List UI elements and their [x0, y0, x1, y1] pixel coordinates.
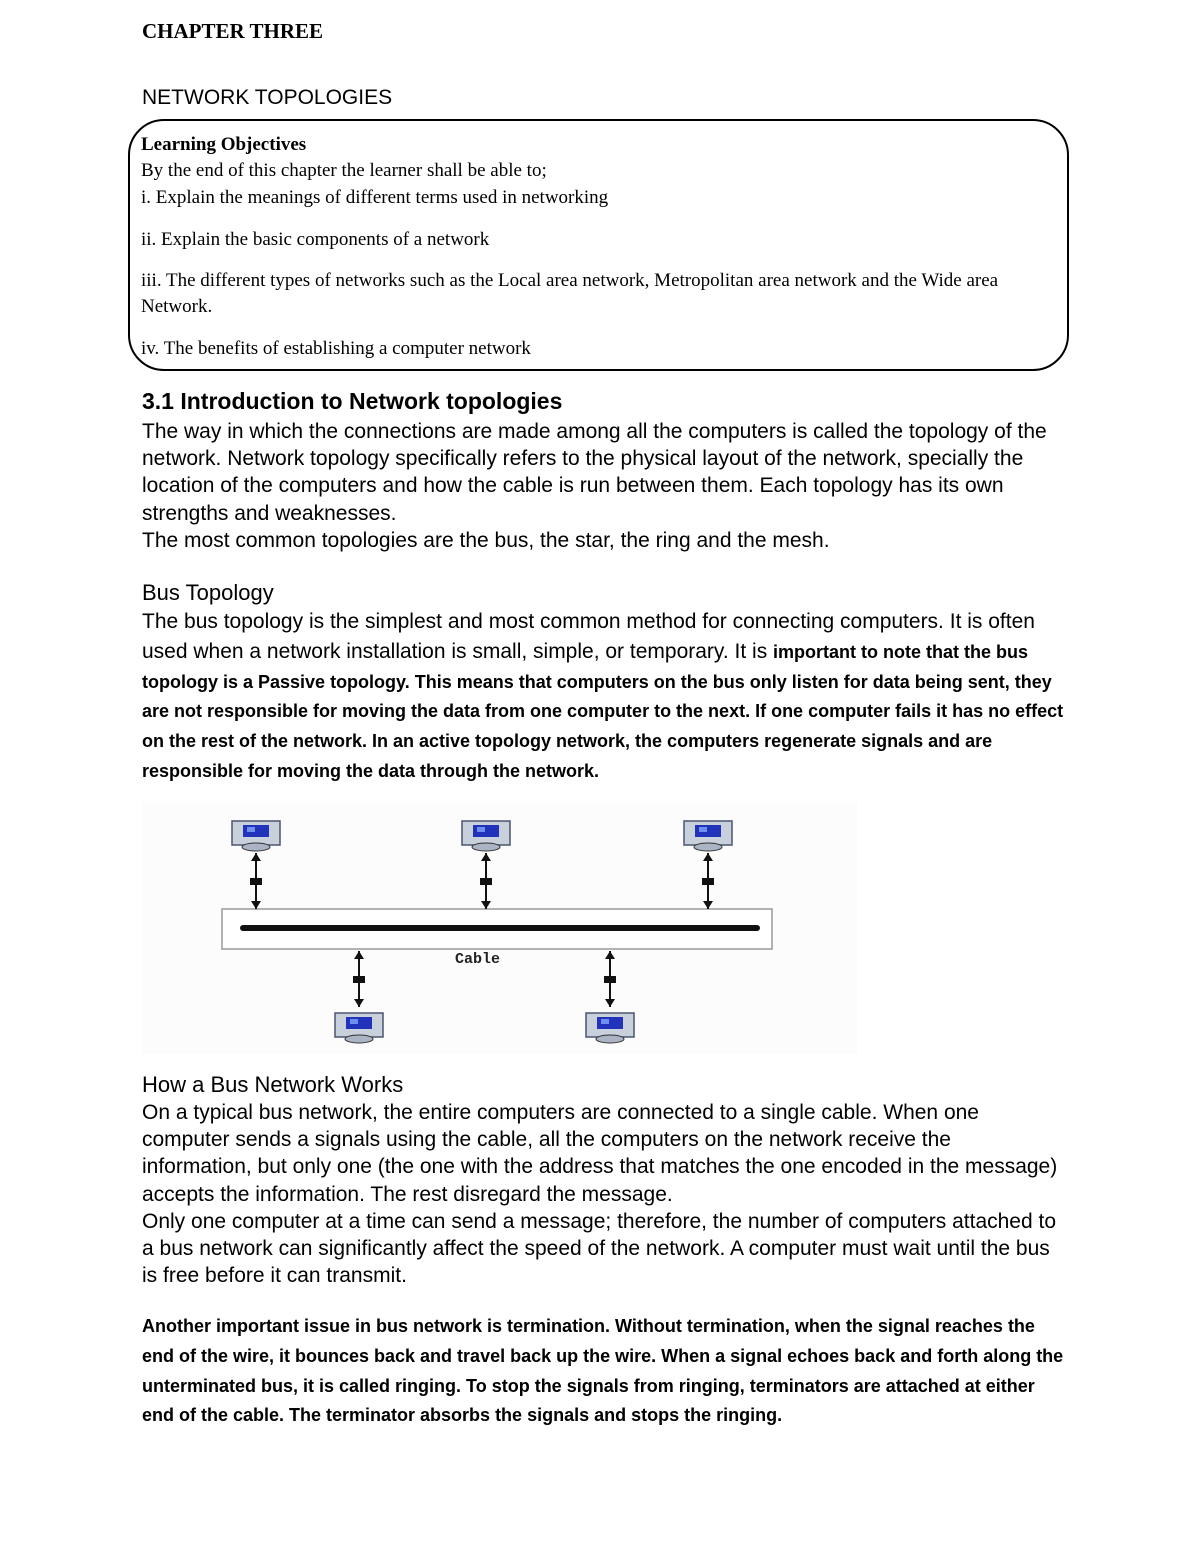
connection-arrow	[480, 853, 492, 909]
bus-diagram-svg	[142, 801, 857, 1054]
computer-icon	[462, 821, 510, 851]
connection-arrow	[604, 951, 616, 1007]
objective-item: ii. Explain the basic components of a network	[141, 229, 490, 250]
connection-arrow	[353, 951, 365, 1007]
termination-paragraph: Another important issue in bus network is termination. Without termination, when the signal reaches the end of the wire, it bounces back and travel back up the wire. When a signal echoes back and forth along the unterminated bus, it is called ringing. To stop the signals from ringing, terminators are attached at either end of the cable. The terminator absorbs the signals and stops the ringing.	[142, 1316, 1064, 1426]
connection-arrow	[250, 853, 262, 909]
how-paragraph: On a typical bus network, the entire computers are connected to a single cable. When one computer sends a signals using the cable, all the computers on the network receive the information, but only one (the one with the address that matches the one encoded in the message) accepts the information. The rest disregard the message.	[142, 1101, 1058, 1206]
computer-icon	[335, 1013, 383, 1043]
bus-paragraph-plain: The bus topology is the simplest and most common method for connecting computers. It is often used when a network installation is small, simple, or temporary. It is	[142, 610, 1035, 663]
how-bus-works-heading: How a Bus Network Works	[142, 1072, 404, 1097]
connection-arrow	[702, 853, 714, 909]
objective-item: i. Explain the meanings of different terms used in networking	[141, 187, 609, 208]
computer-icon	[586, 1013, 634, 1043]
intro-paragraph: The way in which the connections are made among all the computers is called the topology of the network. Network topology specifically refers to the physical layout of the network, specially the location of the computers and how the cable is run between them. Each topology has its own strengths and weaknesses.	[142, 420, 1047, 525]
intro-paragraph: The most common topologies are the bus, the star, the ring and the mesh.	[142, 529, 830, 552]
section-title: NETWORK TOPOLOGIES	[142, 86, 393, 109]
objective-item: iv. The benefits of establishing a computer network	[141, 338, 531, 359]
computer-icon	[684, 821, 732, 851]
bus-topology-paragraph	[142, 607, 1067, 787]
bus-paragraph-bold: important to note that the bus topology is a Passive topology. This means that computers on the bus only listen for data being sent, they are not responsible for moving the data from one computer to the next. If one computer fails it has no effect on the rest of the network. In an active topology network, the computers regenerate signals and are responsible for moving the data through the network.	[142, 641, 1064, 781]
bus-topology-heading: Bus Topology	[142, 580, 274, 605]
bus-topology-diagram	[142, 801, 857, 1054]
objectives-heading: Learning Objectives	[141, 134, 307, 155]
objective-item: iii. The different types of networks such as the Local area network, Metropolitan area network and the Wide area Network.	[141, 270, 999, 317]
how-paragraph: Only one computer at a time can send a message; therefore, the number of computers attached to a bus network can significantly affect the speed of the network. A computer must wait until the bus is free before it can transmit.	[142, 1210, 1057, 1288]
computer-icon	[232, 821, 280, 851]
bus-cable	[240, 925, 760, 931]
cable-label: Cable	[455, 951, 501, 968]
intro-heading: 3.1 Introduction to Network topologies	[142, 388, 563, 414]
objectives-intro: By the end of this chapter the learner shall be able to;	[141, 160, 547, 181]
chapter-title: CHAPTER THREE	[142, 19, 324, 43]
